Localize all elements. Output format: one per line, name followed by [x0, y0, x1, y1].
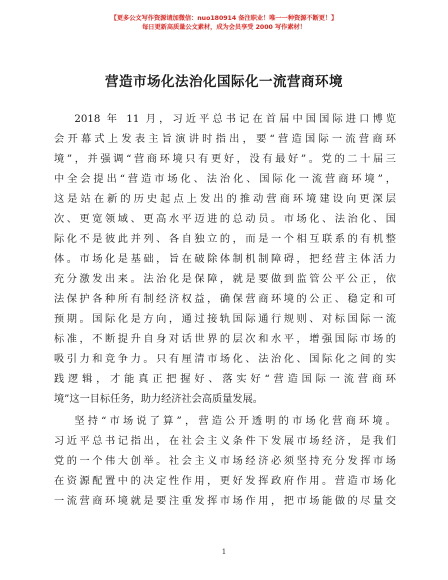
paragraph-line: 在资源配置中的决定性作用，更好发挥政府作用。营造市场化 [54, 476, 396, 487]
document-title: 营造市场化法治化国际化一流营商环境 [105, 74, 343, 90]
page-number: 1 [221, 548, 227, 556]
paragraph-line: 法保护各种所有制经济权益，确保营商环境的公正、稳定和可 [54, 294, 396, 305]
paragraph-1 [54, 110, 396, 410]
promo-banner [0, 14, 448, 32]
paragraph-line: 预期。国际化是方向，通过接轨国际通行规则、对标国际一流 [54, 314, 396, 325]
paragraph-line: 境”，并强调“营商环境只有更好，没有最好”。党的二十届三 [54, 154, 396, 165]
paragraph-line: 党的一个伟大创举。社会主义市场经济必须坚持充分发挥市场 [54, 456, 396, 467]
paragraph-line: 中全会提出“营造市场化、法治化、国际化一流营商环境”， [54, 174, 396, 185]
paragraph-line: 这是站在新的历史起点上发出的推动营商环境建设向更深层 [54, 194, 396, 205]
paragraph-line: 习近平总书记指出，在社会主义条件下发展市场经济，是我们 [54, 436, 396, 447]
paragraph-line: 会开幕式上发表主旨演讲时指出，要“营造国际一流营商环 [54, 134, 396, 145]
promo-banner-line-1: 【更多公文写作资源请加微信：nuo180914 备注职业！唯一一种资源不断更！】 [110, 15, 338, 22]
paragraph-line: 2018 年 11 月，习近平总书记在首届中国国际进口博览 [74, 114, 396, 125]
paragraph-line: 境”这一目标任务，助力经济社会高质量发展。 [54, 394, 263, 405]
paragraph-line: 充分激发出来。法治化是保障，就是要做到监管公平公正，依 [54, 274, 396, 285]
paragraph-line: 践逻辑，才能真正把握好、落实好“营造国际一流营商环 [54, 374, 396, 385]
paragraph-2 [54, 412, 396, 512]
document-body [54, 110, 396, 512]
paragraph-line: 次、更宽领域、更高水平迈进的总动员。市场化、法治化、国 [54, 214, 396, 225]
paragraph-line: 际化不是彼此并列、各自独立的，而是一个相互联系的有机整 [54, 234, 396, 245]
paragraph-line: 坚持“市场说了算”，营造公开透明的市场化营商环境。 [74, 416, 396, 427]
paragraph-line: 标准，不断提升自身对话世界的层次和水平，增强国际市场的 [54, 334, 396, 345]
promo-banner-line-2: 每日更新高质量公文素材，成为会员享受 2000 写作素材！ [142, 24, 306, 31]
paragraph-line: 吸引力和竞争力。只有厘清市场化、法治化、国际化之间的实 [54, 354, 396, 365]
paragraph-line: 体。市场化是基础，旨在破除体制机制障碍，把经营主体活力 [54, 254, 396, 265]
paragraph-line: 一流营商环境就是要注重发挥市场作用，把市场能做的尽量交 [54, 496, 396, 507]
